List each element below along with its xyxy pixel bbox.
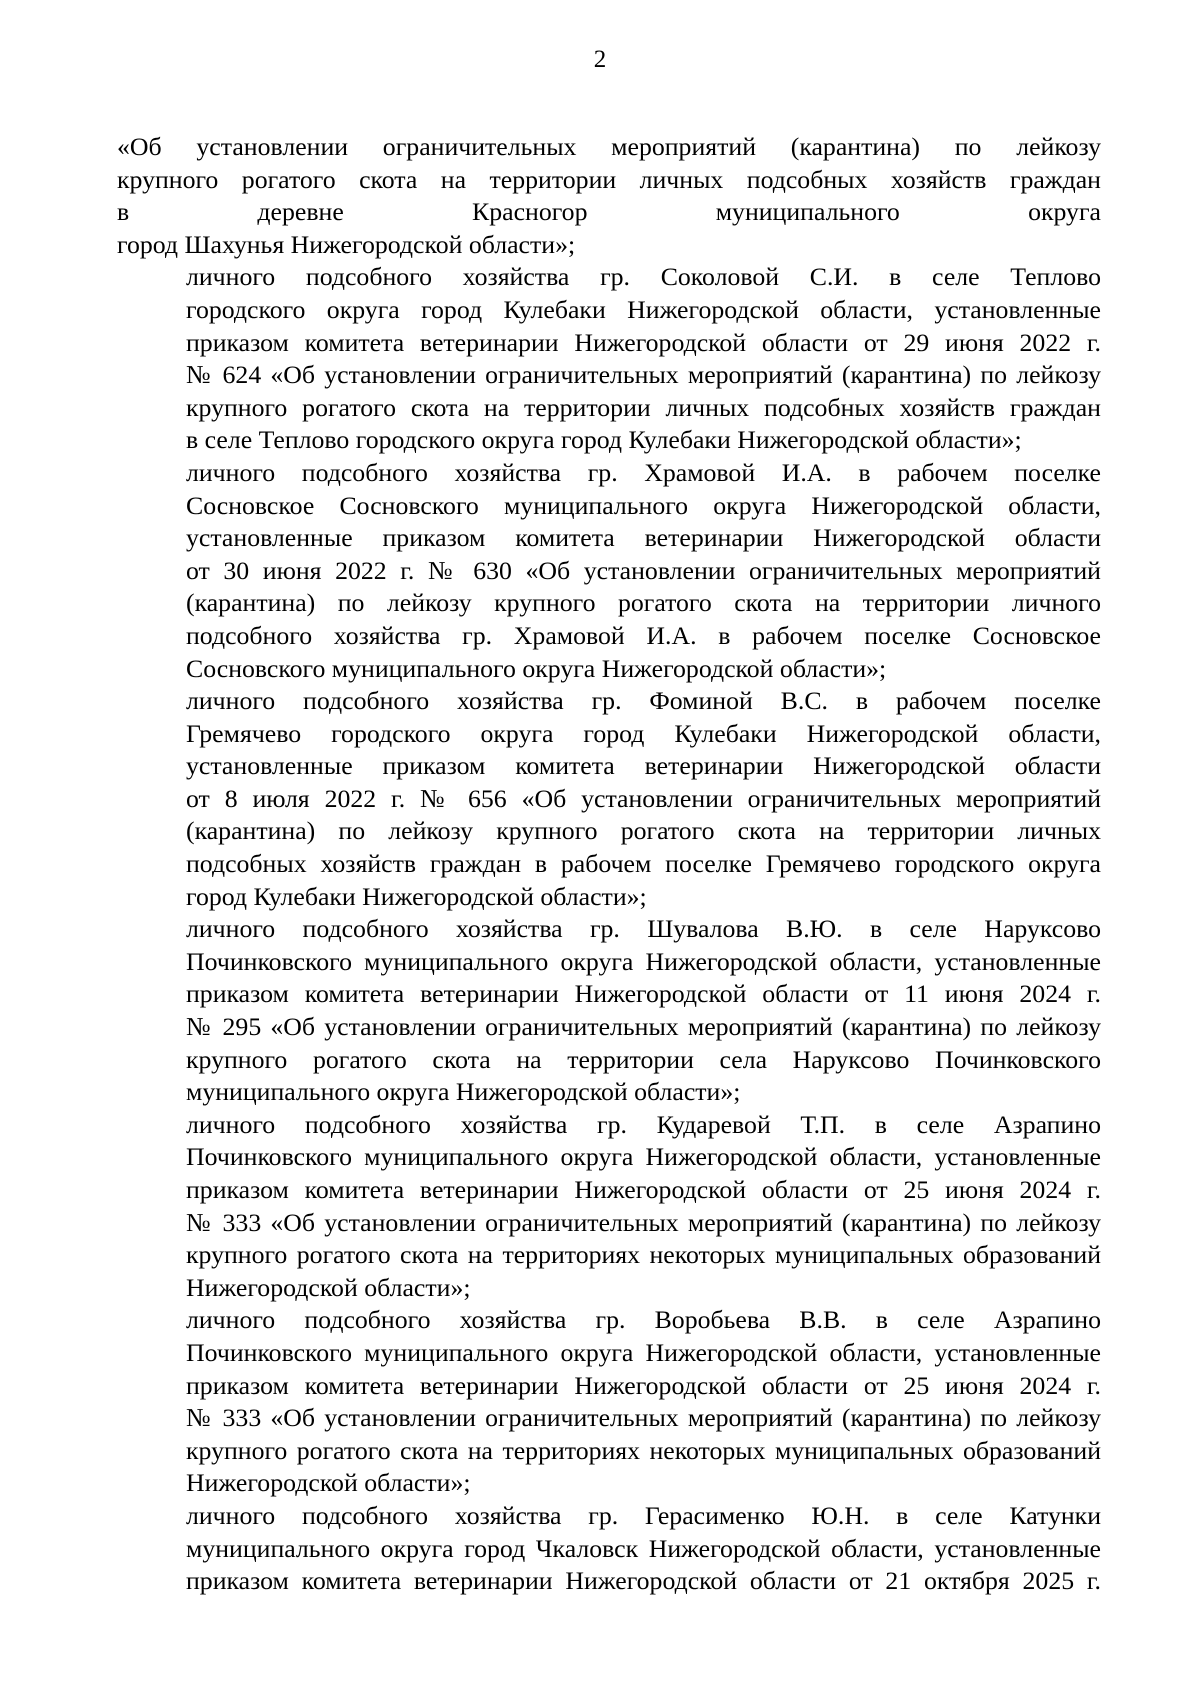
text-line: личного подсобного хозяйства гр. Герасименко Ю.Н. в селе Катунки: [186, 1500, 1101, 1530]
text-line: крупного рогатого скота на территории села Наруксово Починковского: [186, 1044, 1101, 1074]
text-line: (карантина) по лейкозу крупного рогатого скота на территории личных: [186, 816, 1101, 846]
text-line: крупного рогатого скота на территории личных подсобных хозяйств граждан: [186, 392, 1101, 422]
text-line: личного подсобного хозяйства гр. Воробьева В.В. в селе Азрапино: [186, 1305, 1101, 1335]
text-line: крупного рогатого скота на территориях некоторых муниципальных образований: [186, 1435, 1101, 1465]
text-line: приказом комитета ветеринарии Нижегородской области от 29 июня 2022 г.: [186, 327, 1101, 357]
page-number: 2: [593, 46, 607, 73]
text-line: подсобных хозяйств граждан в рабочем поселке Гремячево городского округа: [186, 849, 1101, 879]
text-line: городского округа город Кулебаки Нижегородской области, установленные: [186, 294, 1101, 324]
text-line: подсобного хозяйства гр. Храмовой И.А. в рабочем поселке Сосновское: [186, 620, 1101, 650]
text-line: № 333 «Об установлении ограничительных мероприятий (карантина) по лейкозу: [186, 1403, 1101, 1433]
paragraph: [117, 1304, 1101, 1500]
text-line: установленные приказом комитета ветеринарии Нижегородской области: [186, 523, 1101, 553]
text-line: (карантина) по лейкозу крупного рогатого скота на территории личного: [186, 588, 1101, 618]
paragraph: [117, 131, 1101, 261]
text-line: в деревне Красногор муниципального округа: [117, 197, 1101, 227]
text-line: № 295 «Об установлении ограничительных мероприятий (карантина) по лейкозу: [186, 1012, 1101, 1042]
text-line: город Кулебаки Нижегородской области»;: [186, 881, 647, 911]
text-line: муниципального округа Нижегородской области»;: [186, 1077, 741, 1107]
text-line: Гремячево городского округа город Кулебаки Нижегородской области,: [186, 718, 1101, 748]
text-line: личного подсобного хозяйства гр. Фоминой В.С. в рабочем поселке: [186, 686, 1101, 716]
text-line: Сосновское Сосновского муниципального округа Нижегородской области,: [186, 490, 1101, 520]
text-line: Сосновского муниципального округа Нижегородской области»;: [186, 653, 887, 683]
text-line: крупного рогатого скота на территории личных подсобных хозяйств граждан: [117, 164, 1101, 194]
text-line: «Об установлении ограничительных мероприятий (карантина) по лейкозу: [117, 132, 1101, 161]
paragraph: [117, 261, 1101, 457]
text-line: личного подсобного хозяйства гр. Кударевой Т.П. в селе Азрапино: [186, 1109, 1101, 1139]
text-line: город Шахунья Нижегородской области»;: [117, 229, 576, 259]
text-line: № 333 «Об установлении ограничительных мероприятий (карантина) по лейкозу: [186, 1207, 1101, 1237]
paragraph: [117, 1500, 1101, 1598]
text-line: приказом комитета ветеринарии Нижегородской области от 25 июня 2024 г.: [186, 1370, 1101, 1400]
text-line: установленные приказом комитета ветеринарии Нижегородской области: [186, 751, 1101, 781]
text-line: приказом комитета ветеринарии Нижегородской области от 25 июня 2024 г.: [186, 1175, 1101, 1204]
text-line: Починковского муниципального округа Нижегородской области, установленные: [186, 1142, 1101, 1172]
text-line: Починковского муниципального округа Нижегородской области, установленные: [186, 1337, 1101, 1367]
paragraph: [117, 913, 1101, 1109]
text-line: приказом комитета ветеринарии Нижегородской области от 11 июня 2024 г.: [186, 979, 1101, 1009]
text-line: Нижегородской области»;: [186, 1468, 471, 1498]
text-line: личного подсобного хозяйства гр. Соколовой С.И. в селе Теплово: [186, 262, 1101, 292]
paragraph: [117, 1109, 1101, 1305]
text-line: Нижегородской области»;: [186, 1272, 471, 1302]
text-line: Починковского муниципального округа Нижегородской области, установленные: [186, 946, 1101, 976]
paragraph: [117, 685, 1101, 913]
text-line: муниципального округа город Чкаловск Нижегородской области, установленные: [186, 1533, 1101, 1563]
document-body: [117, 131, 1101, 1598]
text-line: личного подсобного хозяйства гр. Храмовой И.А. в рабочем поселке: [186, 457, 1101, 487]
text-line: от 8 июля 2022 г. № 656 «Об установлении ограничительных мероприятий: [186, 783, 1101, 813]
text-line: приказом комитета ветеринарии Нижегородской области от 21 октября 2025 г.: [186, 1566, 1101, 1596]
paragraph: [117, 457, 1101, 685]
text-line: от 30 июня 2022 г. № 630 «Об установлении ограничительных мероприятий: [186, 555, 1101, 585]
text-line: № 624 «Об установлении ограничительных мероприятий (карантина) по лейкозу: [186, 360, 1101, 390]
text-line: в селе Теплово городского округа город Кулебаки Нижегородской области»;: [186, 425, 1022, 455]
text-line: личного подсобного хозяйства гр. Шувалова В.Ю. в селе Наруксово: [186, 914, 1101, 944]
text-line: крупного рогатого скота на территориях некоторых муниципальных образований: [186, 1240, 1101, 1270]
